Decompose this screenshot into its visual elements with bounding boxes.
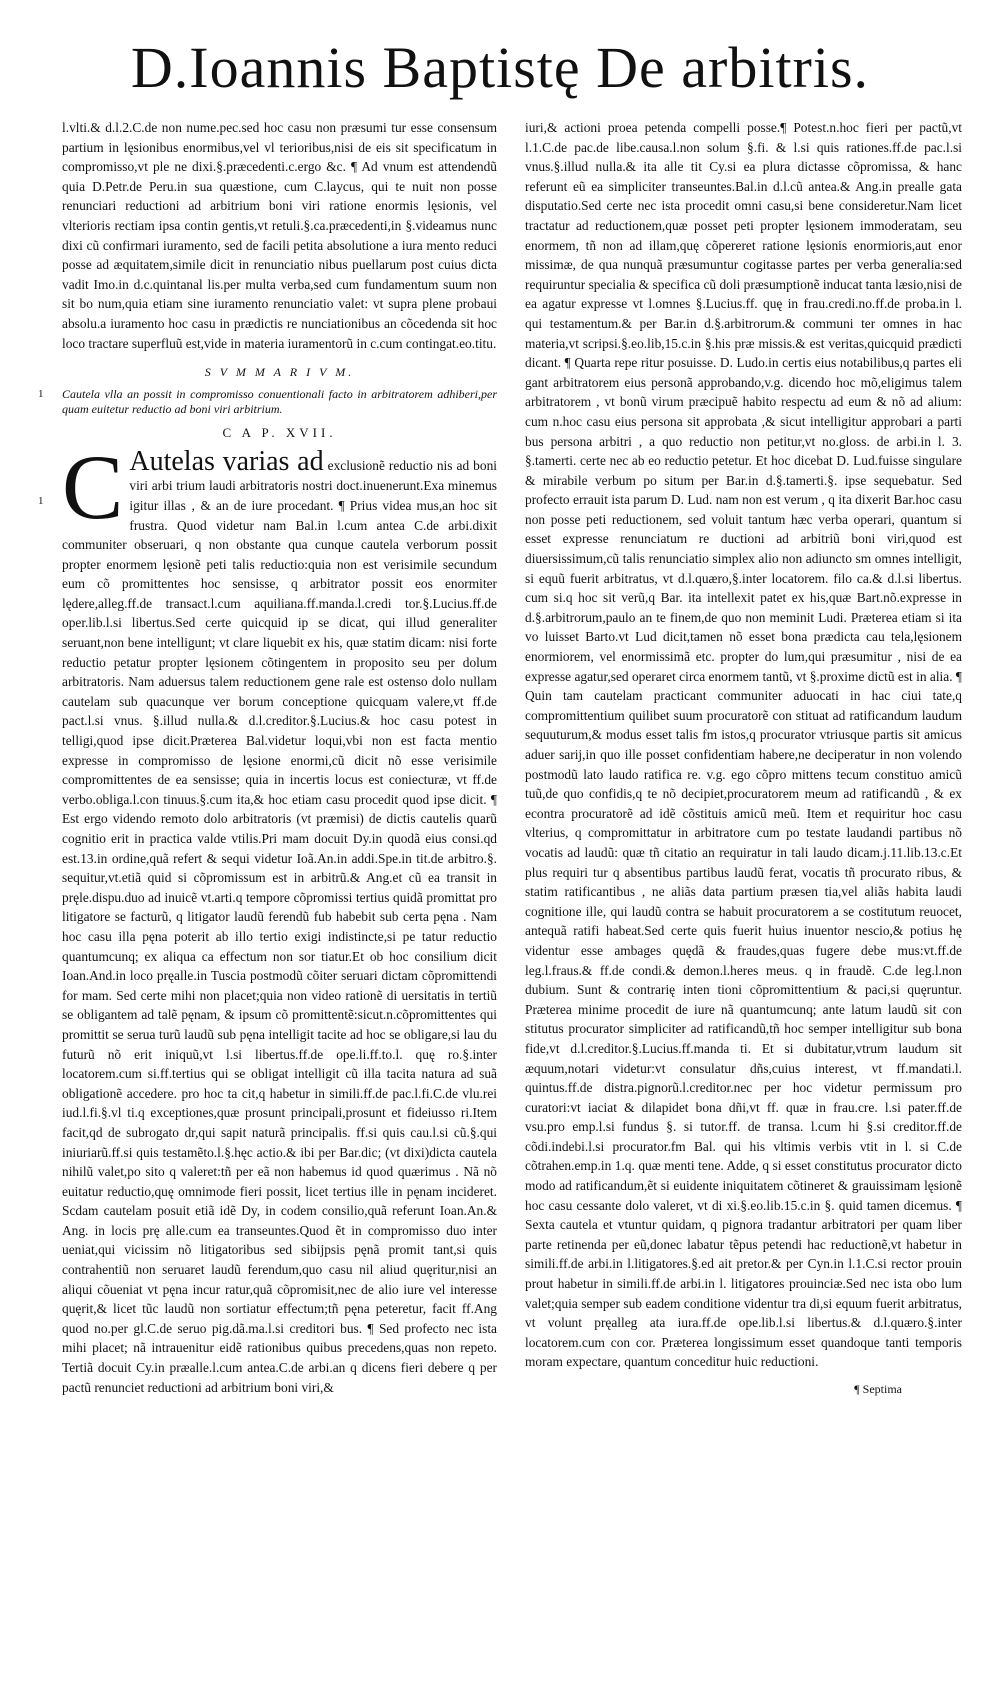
chapter-paragraph xyxy=(38,436,497,1397)
opening-words: Autelas varias ad xyxy=(129,446,324,478)
right-paragraph: iuri,& actioni proea petenda compelli posse.¶ Potest.n.hoc fieri per pactũ,vt l.1.C.de pac.de libe.causa.l.non solum §.fi. & l.si quis rationes.ff.de pac.l.si vnus.§.illud nulla.& ita alle tit Cy.si ea plura dictasse cõpromissa, & hanc referunt eũ ea simpliciter transeuntes.Bal.in d.l.cũ antea.& Ang.in prealle gata disputatio.Sed certe nec ista procedit omni casu,si bene consideretur.Nam licet tractatur ad reductionem,quæ posset peti propter lęsionem immoderatam, seu enormem, tñ non ad illam,quę cõpereret ratione lęsionis enormioris,aut enor missimæ, de qua nunquã præsumuntur cogitasse partes per verba generalia:sed requiruntur specialia & specifica cũ doli præsumptionẽ inducat tanta læsio,nisi de ea agatur expresse vt l.omnes §.Lucius.ff. quę in frau.credi.no.ff.de proba.in l. qui testamentum.& per Bar.in d.§.arbitrorum.& communi ter omnes in hac materia,vt scripsi.§.eo.lib,15.c.in §.his præ missis.& est veritas,quicquid prædicti dicant. ¶ Quarta repe ritur posuisse. D. Ludo.in certis eius notabilibus,q partes eli gant arbitratorem eius personã approbando,v.g. dicendo hoc mõ,eligimus talem arbitratorem , vt bonũ virum præcipuẽ habito respectu ad eum & nõ ad alium: cum n.hoc casu eius persona sit approbata ,& sicut intelligitur approbari a parti bus persona arbitri , a quo reductio non petitur,vt no.gloss. de arbi.in l. 3. §.tamerti. certe nec ab eo reductio petetur. Et hoc dicebat D. Lud.fuisse singulare & mirabile verbum po situm per Bar.in d.§.tamerti.§. ipse sequebatur. Sed profecto errauit ista parum D. Lud. nam non est verum , q ita dixerit Bar.hoc casu non posse peti reductionem, sed voluit tantum hæc verba operari, quantum si esset expresse renunciatum re ductioni ad arbitriũ boni viri,quod est diuersissimum,cũ talis renunciatio simplex alio non adiuncto sm omnes intelligit, si equũ fuerit arbitratus, vt d.l.quæro,§.inter locatorem. filo ca.& d.l.si libertus. cum si.q hoc sit verũ,q Bar. ita intellexit patet ex his,quæ Bart.nõ.expresse in d.§.arbitrorum,paulo an te finem,de quo non meminit Ludi. Præterea etiam si ita vo luisset Barto.vt Lud dicit,tamen nõ esset bona prædicta cau tela,lęsionem enormiorem, vel enormissimã etc. propter do lum,qui præsumitur , nisi de ea expresse agatur,sed operaret circa enormem tantũ, vt §.proxime dictũ est in alia. ¶ Quin tam cautelam practicant communiter aduocati in hac ciui tate,q compromittentium quilibet suum procuratorẽ con stituat ad ratificandum laudum sequuturum,& modus esset talis fm istos,q procurator vtriusque partis sit amicus aduer sarij,in quo ille posset confidentiam habere,ne deciperatur in non volendo postmodũ lato laudo ratifica re. v.g. ego cõpro mittens tecum constituo amicũ tuũ,de quo confidis,q te nõ decipiet,procuratorem meum ad ratificandũ , & ex econtra procuratorẽ ad idẽ cõstituis amicũ meũ. Item et requiritur hoc casu vlterius, q compromittatur in arbitratore cum po testate laudandi partibus nõ vocatis ad laudũ: quæ tñ citatio an requiratur in tali laudo dicam.j.11.lib.13.c.Et plus requiri tur q absentibus partibus laudũ ferat, vocatis tñ procurato ribus, & statim ratificantibus , ne aliãs data partium præsen tia,vel aliãs habita laudi cognitione ille, qui laudũ contra se habuit procuratorem a se costitutum reuocet, antequã ratifi habeat.Sed certe quis fuerit huius inuentor nescio,& potius hę videntur esse ambages quędã & fraudes,quas fugere debe mus:vt.ff.de leg.l.fraus.& ff.de condi.& demon.l.heres meus. q in fraudẽ. C.de leg.l.non dubium. Sunt & contrarię inten tioni cõpromittentium & paci,si quęruntur. Præterea minime procedit de iure nã quantumcunq; ante latum laudũ sit con stitutus procurator simpliciter ad ratificandũ,tñ hoc semper intelligitur sub bona fide,vt d.l.creditor.§.Lucius.ff.manda ti. Et si dubitatur,vtrum laudum sit æquum,notari videtur:vt consulatur dñs,cuius interest, vt ff.mandati.l. quintus.ff.de distra.pignorũ.l.creditor.nec per hoc videtur permissum pro curatori:vt iaciat & dilapidet bona dñi,vt ff. quæ in frau.cre. l.si pater.ff.de vsu.pro emp.l.si fundus §. si tutor.ff. de transa. l.cum hi §.si creditor.ff.de cõdi.indebi.l.si procurator.fm Bal. qui his vltimis verbis vtit in l. si C.de cõtrahen.emp.in 1.q. quæ menti tene. Adde, q si esset constitutus procurator dicto modo ad ratificandum,ẽt si euidente iniquitatem cõtineret & grauissimam lęsionẽ hoc casu cessante dolo valeret, vt di xi.§.eo.lib.15.c.in §. quid tamen dicemus. ¶ Sexta cautela et vtuntur quidam, q pignora tradantur arbitratori per quam liber parte retinenda per eũ,donec labatur tẽpus petendi hac reductionẽ,vt habetur in simili.ff.de arbi.in l.litigatores.§.ed ait pretor.& per Cyn.in l.1.C.si rector prouin prout habetur in simili.ff.de arbi.in l. litigatores prouinciæ.Sed nec ista obo lum valet;quia semper sub eadem conditione videntur tra di,si equum fuerit arbitratus, vt volunt pręalleg ata iura.ff.de ope.lib.l.si libertus.& d.l.quæro.§.inter locatorem.cum con cor. Præterea longissimum esset quandoque tanti temporis moram expectare, quantum conceditur huic reductioni. xyxy=(525,120,962,1370)
catchword: ¶ Septima xyxy=(854,1382,902,1396)
drop-capital: C xyxy=(62,436,124,539)
summary-heading: S V M M A R I V M. xyxy=(204,365,355,380)
right-column xyxy=(525,118,962,1400)
paragraph-marker: 1 xyxy=(38,495,44,508)
left-column xyxy=(38,118,497,1405)
summary-marker: 1 xyxy=(38,387,44,400)
chapter-paragraph-text: exclusionẽ reductio nis ad boni viri arbi trium laudi arbitratoris nostri doct.inuenerunt.Exa minemus igitur illas ‚ & an de iure procedant. ¶ Prius videa mus,an hoc sit frustra. Quod videtur nam Bal.in l.cum antea C.de arbi.dixit communiter obseruari, q non obstante qua cunque cautela verborum possit propter enormem lęsionẽ peti talis reductio:quia non est verisimile secundum eum cõ promittentes hoc sensisse, q arbitrator possit eos enormiter lędere,alleg.ff.de transact.l.cum aquiliana.ff.manda.l.credi tor.§.Lucius.ff.de oper.lib.l.si libertus.Sed certe quicquid ip se dicat, qui illud generaliter seruant,non bene intelligunt; vt clare liquebit ex his, quæ statim dicam: nisi forte reductio petatur propter lęsionem cõtingentem in proposito seu per dolum arbitratoris. Nam aduersus talem reductionem gene rale est ostenso dolo nullam cautelam sub quacunque ver borum conceptione quicquam valere,vt ff.de pact.l.si vnus. §.illud nulla.& d.l.creditor.§.Lucius.& hoc casu potest in telligi,quod ipse dicit.Præterea Bal.videtur loqui,vbi non est facta mentio expresse in compromisso de lęsione enormi,cũ dicit nõ esse verisimile compromittentes de ea sensisse; quia in incertis locus est coniecturæ, vt ff.de verbo.obliga.l.con tinuus.§.cum ita,& hoc etiam casu procedit quod ipse dicit. ¶ Est ergo videndo remoto dolo arbitratoris (vt præmisi) de dictis cautelis quarũ cognitio erit in practica valde vtilis.Pri mam docuit Dy.in quodã eius consi.qd est.13.in ordine,quã refert & sequi videtur Ioã.An.in addi.Spe.in tit.de arbitro.§. sequitur,vt.etiã quid si cõpromissum est in arbitrũ.& Ang.et cũ ea transit in pręle.dispu.duo ad inuicẽ vt.arti.q tempore cõpromissi tertius quidã promittat pro litigatore se facturũ, q litigator laudũ ferendũ fub habebit sub certa pęna . Nam hoc casu illa pęna poterit ab illo tertio exigi indistincte,si pe tatur reductio quantumcunq; ex aliqua ca effectum non sor tiatur.Et ob hoc consilium dicit Ioan.And.in loco pręalle.in Tuscia postmodũ cõiter seruari dictam cõpromittendi for mam. Sed certe mihi non placet;quia non video rationẽ di uersitatis in tertiũ se obligantem ad talẽ pęnam, & ipsum cõ promittentẽ:sicut.n.cõpromittentes qui promittit se serua turũ laudũ sub pęna intelligit tacite ad hoc se obligare,si lau du futurũ nõ erit iniquũ,vt l.si libertus.ff.de ope.li.ff.to.l. quę ro.§.inter locatorem.cum si.ff.tertius qui se obligat intelligit cũ illa tacita natura ad suã obligationẽ accedere. pro hoc ta cit,q habetur in simili.ff.de pac.l.fi.C.de vlu.rei iud.l.fi.§.vl ti.q exceptiones,quæ prosunt principali,prosunt et fideiusso ri.Item facit,qd de subrogato dr,qui sapit naturã principalis. ff.si quis cau.l.si cũ.§.qui iniuriarũ.ff.si quis testamẽto.l.§.hęc actio.& ibi per Bar.dic; (vt dixi)dicta cautela nihilũ valet,po sito q valeret:tñ per eã non habemus id quod quærimus . Nã nõ euitatur reductio,quę omnimode fieri possit, licet tertius ille in pęnam incideret. Scdam cautelam posuit etiã idẽ Dy, in codem consilio,quã referunt Ioan.An.& Ang. in locis prę alle.cum ea transeuntes.Quod ẽt in compromisso duo inter ueniat,qui vicissim nõ litigatoribus sed sibijpsis pęnã promit tant,si quis contrahentiũ non seruaret laudũ ferendum,quo casu nil aliud quęritur,nisi an aliqui cõueniat vt pęna incur ratur,quã cõpromisit,nec de alio iure vel interesse quęrit,& licet tũc laudũ non sortiatur effectum;tñ pęna peteretur, facit ff.Ang quod no.per gl.C.de seruo pig.dã.ma.l.si creditori bus. ¶ Sed profecto nec ista mihi placet; nã intrauenitur eidẽ rationibus quibus precedens,quas non repeto. Tertiã docuit Cy.in præalle.l.cum antea.C.de arbi.an q dicens fieri debere q per pactũ renunciet reductioni ad arbitrium boni viri,& xyxy=(62,458,497,1395)
chapter-heading: C A P. XVII. xyxy=(222,424,337,440)
left-paragraph-1: l.vlti.& d.l.2.C.de non nume.pec.sed hoc casu non præsumi tur esse consensum partium in lęsionibus enormibus,vel vl terioribus,nisi de eis sit specificatum in compromisso,vt ple ne dixi.§.præcedenti.c.ergo &c. ¶ Ad vnum est attendendũ quia D.Petr.de Peru.in sua quæstione, cum C.laycus, qui te nuit non posse renunciari reductioni ad arbitrium boni viri ratione enormis lęsionis, vel vlterioris rectiam ipsa contin gentis,vt retuli.§.ca.præcedenti,in §.videamus nunc dixi cũ confirmari iuramento, sed de facili petita absolutione a iura mento reduci posse ad æquitatem,simile dicit in renunciatio nibus puellarum post cuius dicta vadit Imo.in d.c.quintanal lis.per multa verba,sed cum fundamentum suum non sit bo num,quia etiam sine iuramento renunciatio valet: vt supra plene probaui absolu.a iuramento hoc casu in prædictis re nunciationibus an cõcedenda sit hoc loco tractare superfluũ est,vide in materia iuramentorũ in c.cum contingat.eo.titu. xyxy=(62,120,497,351)
page-header-title: D.Ioannis Baptistę De arbitris. xyxy=(130,35,870,100)
summary-item-text: Cautela vlla an possit in compromisso conuentionali facto in arbitratorem adhiberi,per quam euitetur reductio ad boni viri arbitrium. xyxy=(62,386,497,416)
summary-item xyxy=(38,386,497,417)
